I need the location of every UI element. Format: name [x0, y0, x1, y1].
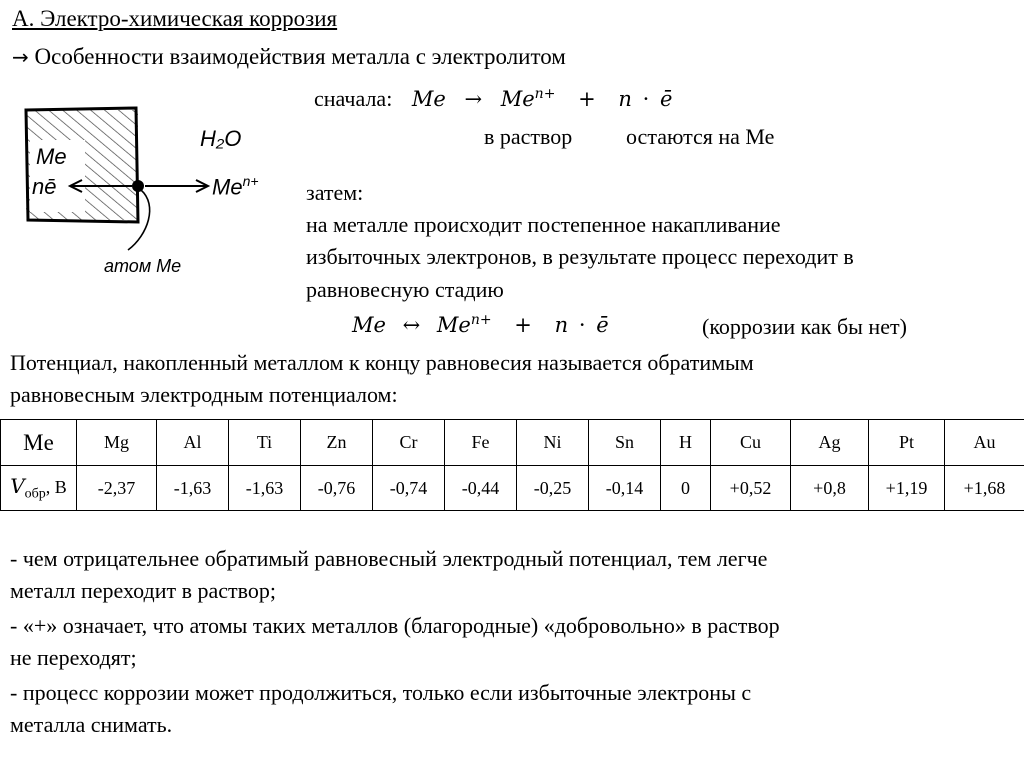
metal-cell: Au — [945, 420, 1024, 466]
metal-cell: Al — [157, 420, 229, 466]
note-3-line-1: - процесс коррозии может продолжиться, только если избыточные электроны с — [10, 680, 752, 705]
table-row-metals — [1, 420, 1024, 466]
slide-title: А. Электро-химическая коррозия — [12, 6, 338, 31]
equation-first: сначала: $Me \to Me^{n+} + n$ · ē — [314, 86, 673, 111]
metal-cell: Zn — [301, 420, 373, 466]
equation-equilibrium-note: (коррозии как бы нет) — [702, 314, 907, 339]
metal-cell: Ti — [229, 420, 301, 466]
potential-cell: +1,19 — [869, 466, 945, 511]
note-2-line-1: - «+» означает, что атомы таких металлов (благородные) «добровольно» в раствор — [10, 613, 780, 638]
potential-cell: +1,68 — [945, 466, 1024, 511]
diagram-h2o-label: H₂O — [200, 126, 242, 151]
metal-cell: Mg — [77, 420, 157, 466]
potential-cell: -1,63 — [157, 466, 229, 511]
metal-cell: Fe — [445, 420, 517, 466]
potential-line-2: равновесным электродным потенциалом: — [10, 382, 398, 407]
then-line-3: равновесную стадию — [306, 277, 504, 302]
potential-cell: -0,14 — [589, 466, 661, 511]
potential-cell: 0 — [661, 466, 711, 511]
potential-cell: +0,8 — [791, 466, 869, 511]
metal-cell: Cu — [711, 420, 791, 466]
equation-first-note-right: остаются на Ме — [626, 124, 775, 149]
potential-cell: -2,37 — [77, 466, 157, 511]
metal-cell: Pt — [869, 420, 945, 466]
metal-cell: Ag — [791, 420, 869, 466]
table-row-potentials — [1, 466, 1024, 511]
note-1-line-2: металл переходит в раствор; — [10, 578, 276, 603]
metal-cell: Ni — [517, 420, 589, 466]
diagram-atom-label: атом Me — [104, 256, 182, 276]
arrow-right-icon: → — [12, 45, 29, 69]
equation-first-note-left: в раствор — [484, 124, 573, 149]
note-2-line-2: не переходят; — [10, 645, 137, 670]
row-label-potential: $V_{обр}$, В — [1, 466, 77, 511]
metal-cell: H — [661, 420, 711, 466]
potential-cell: -1,63 — [229, 466, 301, 511]
potential-line-1: Потенциал, накопленный металлом к концу равновесия называется обратимым — [10, 350, 754, 375]
potential-cell: -0,74 — [373, 466, 445, 511]
potential-cell: -0,25 — [517, 466, 589, 511]
slide-subtitle: → Особенности взаимодействия металла с электролитом — [12, 44, 566, 69]
then-line-2: избыточных электронов, в результате процесс переходит в — [306, 244, 854, 269]
equation-equilibrium: Me ↔ $Me^{n+} + n$ · ē — [352, 312, 609, 337]
then-line-1: на металле происходит постепенное накапливание — [306, 212, 781, 237]
electrode-potential-table — [0, 419, 1024, 511]
metal-cell: Cr — [373, 420, 445, 466]
potential-cell: -0,44 — [445, 466, 517, 511]
row-label-me: Me — [1, 420, 77, 466]
note-1-line-1: - чем отрицательнее обратимый равновесный электродный потенциал, тем легче — [10, 546, 768, 571]
diagram-me-label: Me — [36, 144, 67, 169]
potential-cell: +0,52 — [711, 466, 791, 511]
diagram-ion-label: $Me^{n+}$ — [212, 173, 259, 200]
metal-cell: Sn — [589, 420, 661, 466]
potential-cell: -0,76 — [301, 466, 373, 511]
note-3-line-2: металла снимать. — [10, 712, 173, 737]
then-label: затем: — [306, 180, 364, 205]
diagram-ne-label: nē — [32, 174, 57, 199]
